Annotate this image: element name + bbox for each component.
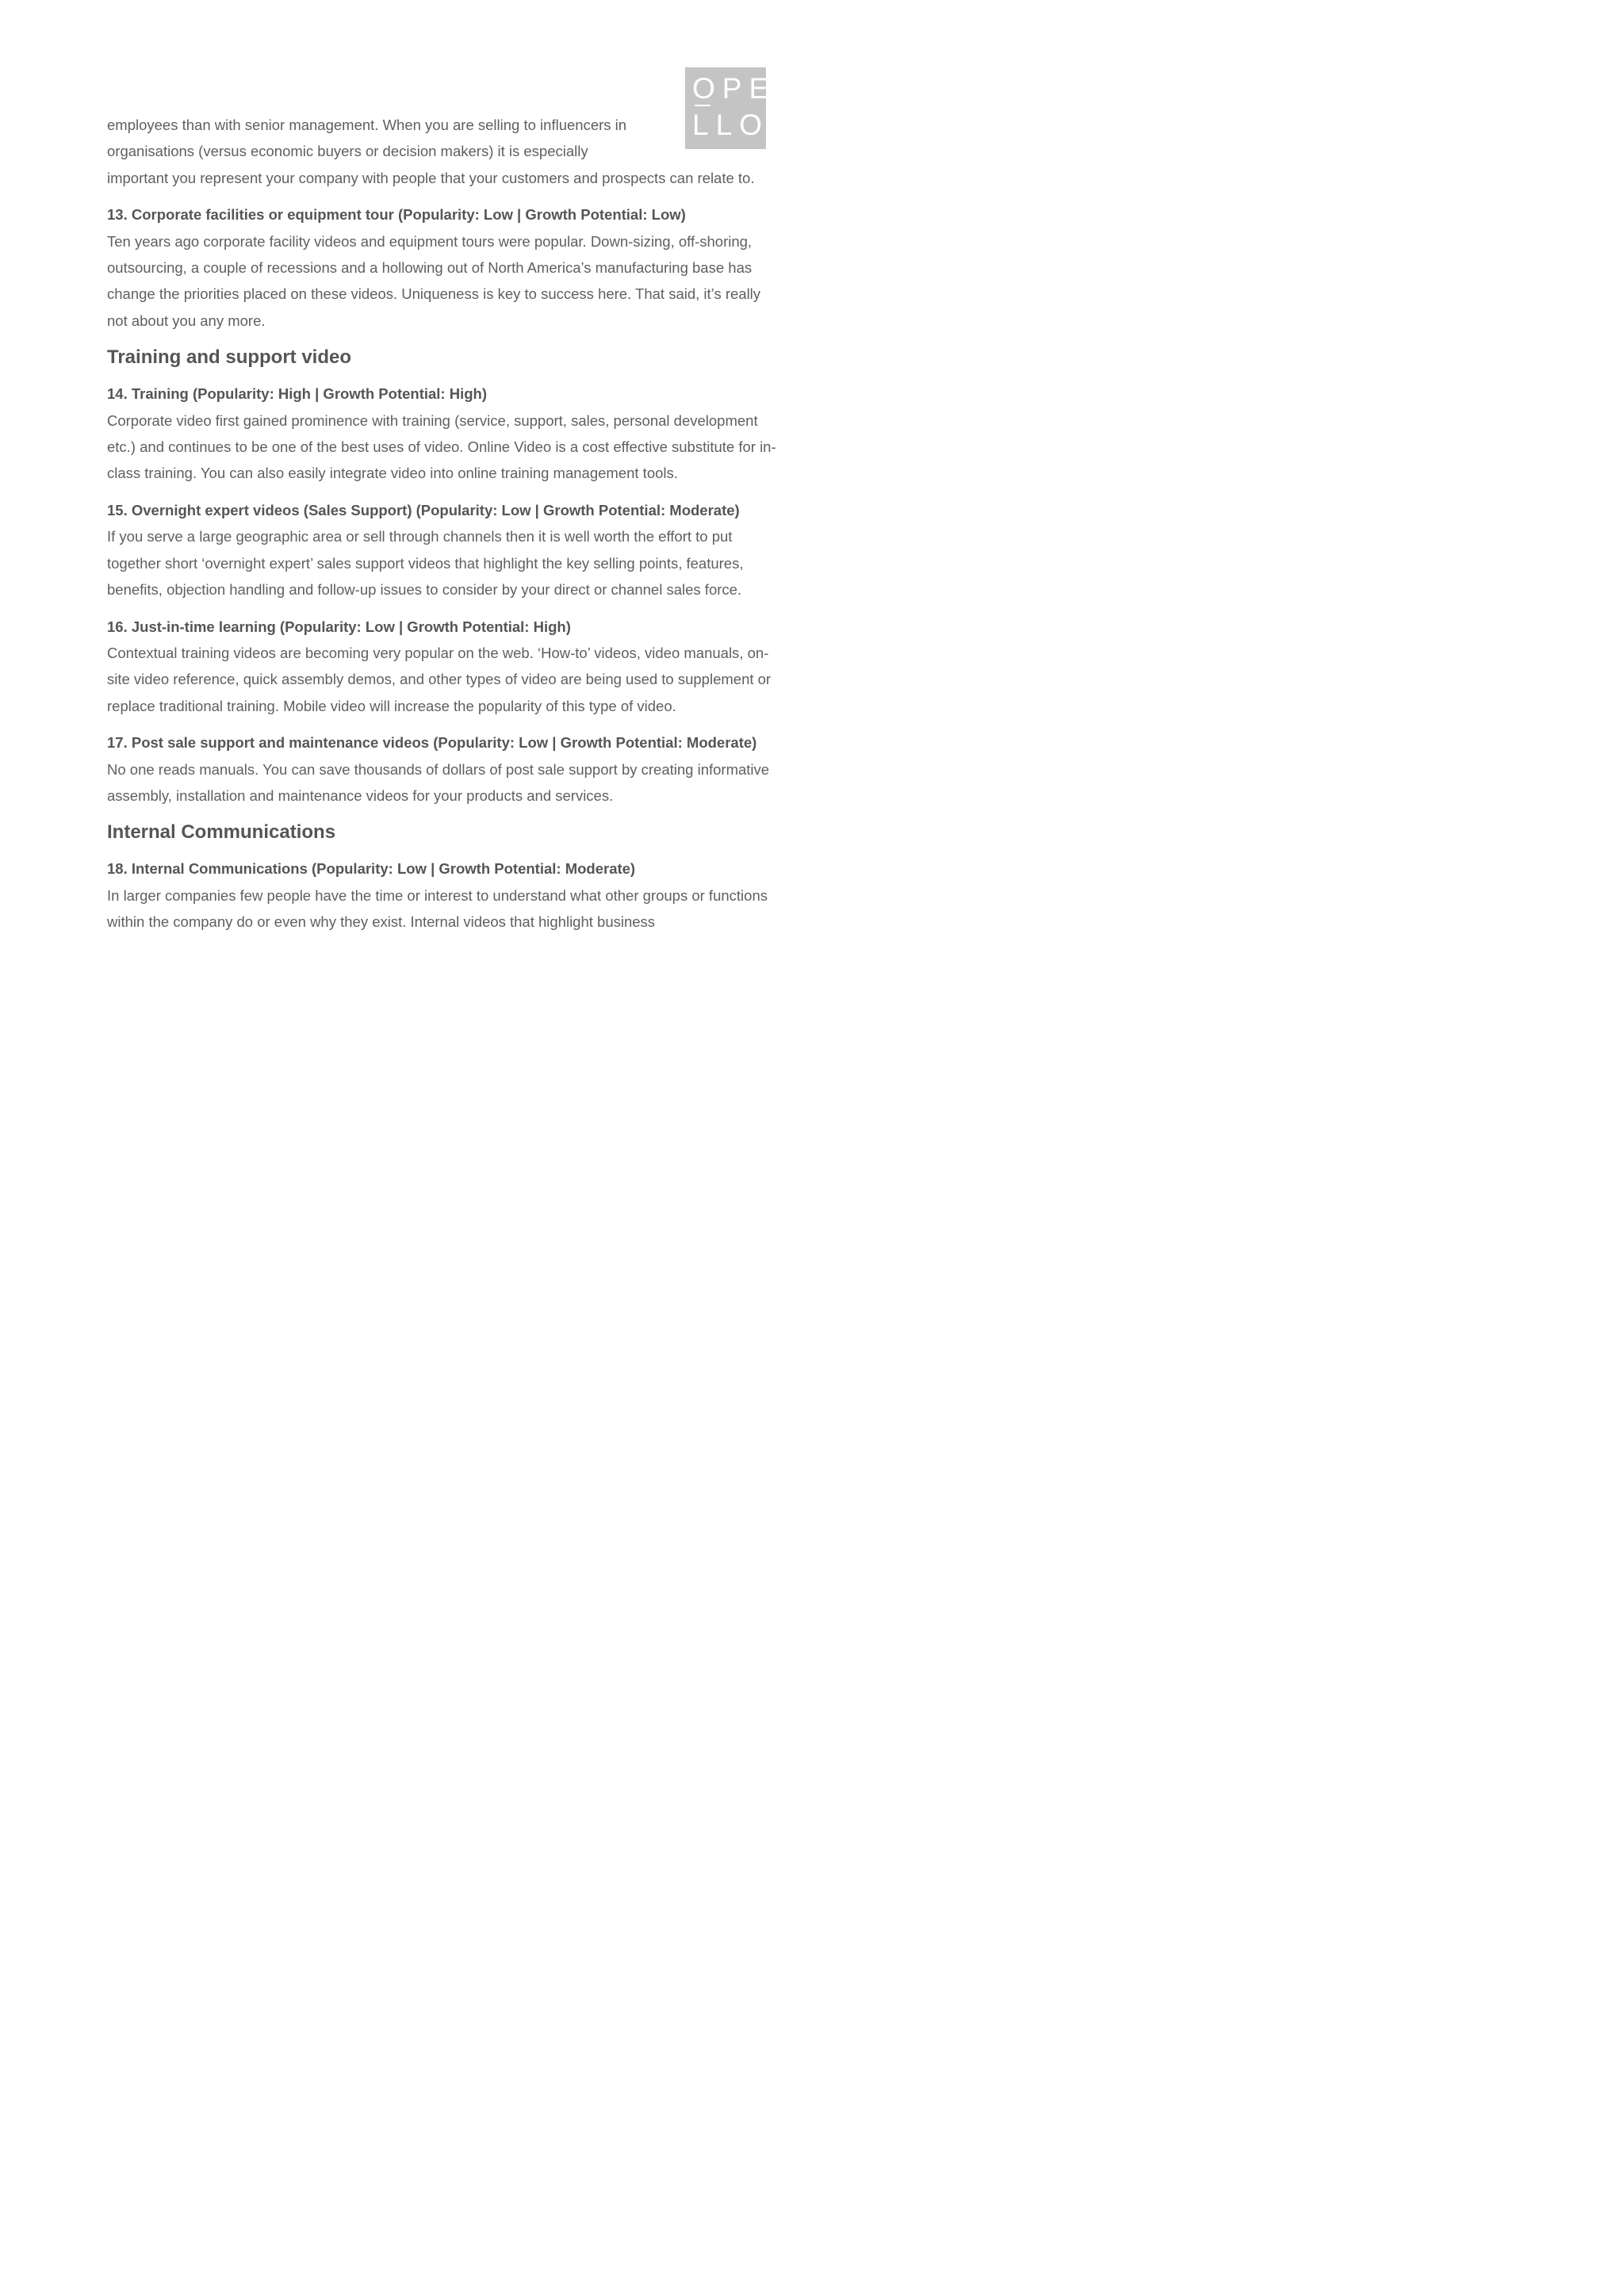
- item-body: In larger companies few people have the time or interest to understand what other groups or functions within the company do or even why they exist. Internal videos that highlight business: [107, 886, 768, 931]
- item-18: [107, 855, 777, 935]
- item-title: 13. Corporate facilities or equipment tour (Popularity: Low | Growth Potential: Low): [107, 206, 686, 224]
- section-heading-training: Training and support video: [107, 346, 352, 369]
- item-body: Contextual training videos are becoming very popular on the web. ‘How-to’ videos, video manuals, on-site video reference, quick assembly demos, and other types of video are being used to supplement or replace traditional training. Mobile video will increase the popularity of this type of video.: [107, 644, 772, 714]
- item-title: 18. Internal Communications (Popularity: Low | Growth Potential: Moderate): [107, 860, 636, 878]
- item-title: 17. Post sale support and maintenance videos (Popularity: Low | Growth Potential: Moderate): [107, 734, 757, 752]
- logo-line-1: OPE: [692, 72, 776, 105]
- item-body: Corporate video first gained prominence with training (service, support, sales, personal development etc.) and continues to be one of the best uses of video. Online Video is a cost effective substitute for in-class training. You can also easily integrate video into online training management tools.: [107, 411, 776, 482]
- intro-paragraph-start: employees than with senior management. When you are selling to influencers in organisations (versus economic buyers or decision makers) it is especially: [107, 117, 627, 160]
- item-body: If you serve a large geographic area or sell through channels then it is well worth the effort to put together short ‘overnight expert’ sales support videos that highlight the key selling points, features, benefits, objection handling and follow-up issues to consider by your direct or channel sales force.: [107, 528, 744, 599]
- item-14: [107, 381, 777, 487]
- item-17: [107, 729, 777, 809]
- item-title: 15. Overnight expert videos (Sales Support) (Popularity: Low | Growth Potential: Moderate): [107, 501, 740, 519]
- item-13: [107, 201, 777, 334]
- item-body: No one reads manuals. You can save thousands of dollars of post sale support by creating informative assembly, installation and maintenance videos for your products and services.: [107, 760, 770, 804]
- item-title: 14. Training (Popularity: High | Growth Potential: High): [107, 385, 487, 403]
- document-body: [107, 112, 777, 946]
- item-body: Ten years ago corporate facility videos and equipment tours were popular. Down-sizing, off-shoring, outsourcing, a couple of recessions and a hollowing out of North America’s manufacturing base has change the priorities placed on these videos. Uniqueness is key to success here. That said, it’s really not about you any more.: [107, 232, 761, 329]
- intro-paragraph-end: important you represent your company with people that your customers and prospects can relate to.: [107, 169, 755, 186]
- item-title: 16. Just-in-time learning (Popularity: Low | Growth Potential: High): [107, 618, 571, 635]
- logo-line-2: LLO: [692, 109, 769, 141]
- section-heading-internal-communications: Internal Communications: [107, 821, 336, 844]
- item-16: [107, 614, 777, 720]
- item-15: [107, 497, 777, 603]
